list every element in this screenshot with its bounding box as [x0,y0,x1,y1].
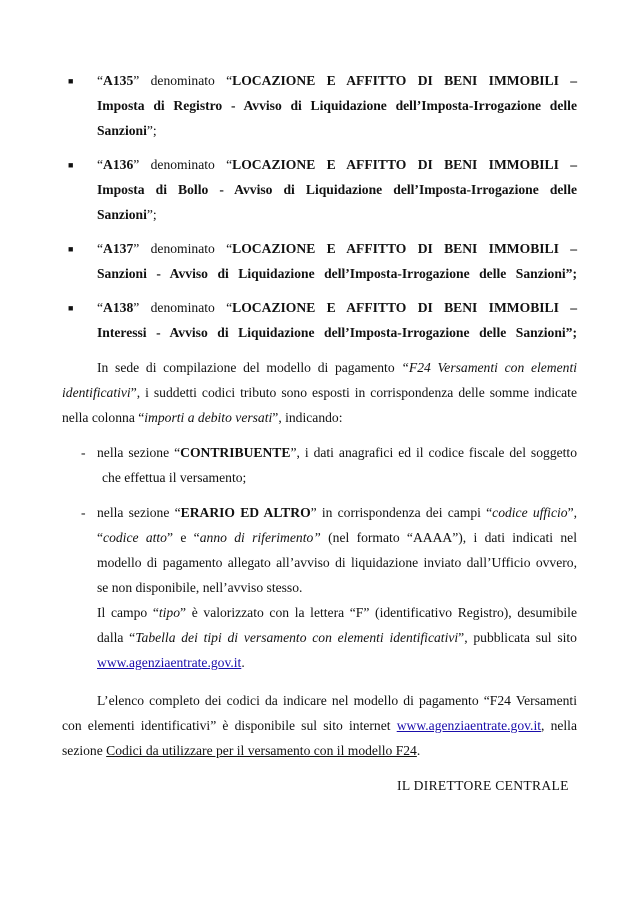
dash-line: www.agenziaentrate.gov.it. [97,655,245,670]
item-code: A137 [103,241,134,256]
paragraph-line: nella colonna “importi a debito versati”, indicando: [62,410,343,425]
dash-marker: - [81,505,86,520]
item-line: Imposta di Registro - Avviso di Liquidazione dell’Imposta-Irrogazione delle [97,98,577,113]
item-code: A138 [103,300,134,315]
signature: IL DIRETTORE CENTRALE [397,778,569,793]
dash-line: che effettua il versamento; [102,470,247,485]
codici-link[interactable]: Codici da utilizzare per il versamento con il modello F24 [106,743,417,758]
dash-line: dalla “Tabella dei tipi di versamento con elementi identificativi”, pubblicata sul sito [97,630,577,645]
bullet-square-icon: ■ [68,76,74,86]
dash-line: se non disponibile, nell’avviso stesso. [97,580,303,595]
item-line: Sanzioni - Avviso di Liquidazione dell’Imposta-Irrogazione delle Sanzioni”; [97,266,577,281]
paragraph-line: In sede di compilazione del modello di pagamento “F24 Versamenti con elementi [97,360,577,375]
agenzia-link[interactable]: www.agenziaentrate.gov.it [396,718,542,733]
item-line: “A138” denominato “LOCAZIONE E AFFITTO DI BENI IMMOBILI – [97,300,578,315]
dash-line: “codice atto” e “anno di riferimento” (nel formato “AAAA”), i dati indicati nel [97,530,577,545]
item-line: “A135” denominato “LOCAZIONE E AFFITTO DI BENI IMMOBILI – [97,73,578,88]
item-line: Interessi - Avviso di Liquidazione dell’Imposta-Irrogazione delle Sanzioni”; [97,325,577,340]
item-line: Sanzioni”; [97,207,157,222]
item-code: A135 [103,73,134,88]
item-line: Sanzioni”; [97,123,157,138]
item-line: “A137” denominato “LOCAZIONE E AFFITTO DI BENI IMMOBILI – [97,241,578,256]
paragraph-line: L’elenco completo dei codici da indicare nel modello di pagamento “F24 Versamenti [97,693,577,708]
bullet-square-icon: ■ [68,160,74,170]
paragraph-line: identificativi”, i suddetti codici tributo sono esposti in corrispondenza delle somme indicate [62,385,577,400]
dash-marker: - [81,445,86,460]
dash-line: nella sezione “CONTRIBUENTE”, i dati anagrafici ed il codice fiscale del soggetto [97,445,577,460]
item-code: A136 [103,157,134,172]
bullet-square-icon: ■ [68,244,74,254]
bullet-square-icon: ■ [68,303,74,313]
item-line: Imposta di Bollo - Avviso di Liquidazione dell’Imposta-Irrogazione delle [97,182,577,197]
dash-line: nella sezione “ERARIO ED ALTRO” in corrispondenza dei campi “codice ufficio”, [97,505,578,520]
paragraph-line: con elementi identificativi” è disponibile sul sito internet www.agenziaentrate.gov.it, nella [62,718,577,733]
item-line: “A136” denominato “LOCAZIONE E AFFITTO DI BENI IMMOBILI – [97,157,578,172]
agenzia-link[interactable]: www.agenziaentrate.gov.it [97,655,242,670]
dash-line: Il campo “tipo” è valorizzato con la lettera “F” (identificativo Registro), desumibile [97,605,577,620]
dash-line: modello di pagamento allegato all’avviso di liquidazione inviato dall’Ufficio ovvero, [97,555,577,570]
paragraph-line: sezione Codici da utilizzare per il versamento con il modello F24. [62,743,421,758]
